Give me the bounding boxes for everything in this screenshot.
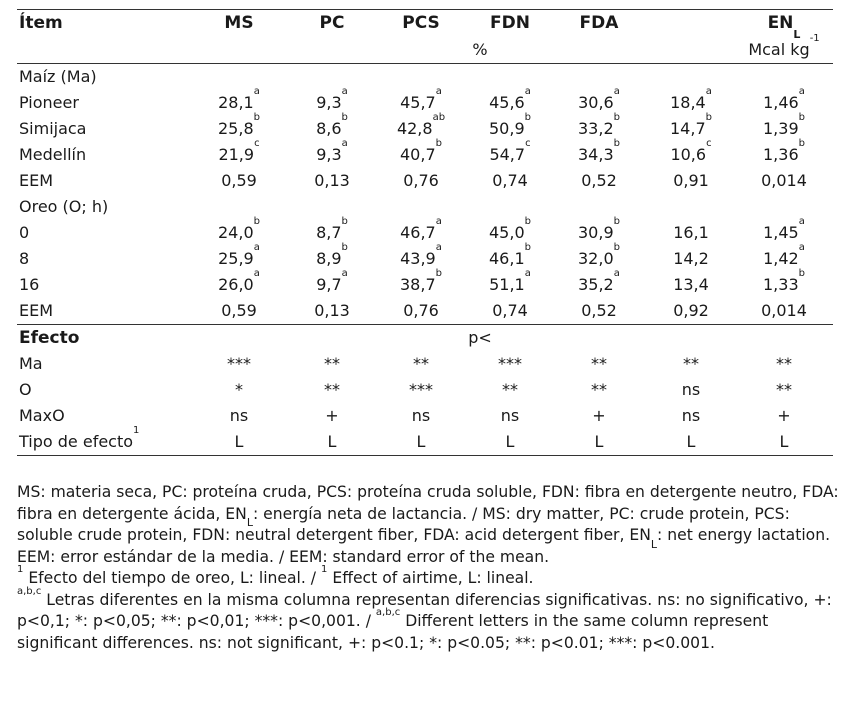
table-cell: 38,7$^b$ bbox=[400, 268, 442, 294]
significance-letter: b bbox=[341, 112, 348, 123]
significance-letter: b bbox=[341, 216, 348, 227]
table-cell: 14,7$^b$ bbox=[670, 112, 712, 138]
oreo-row bbox=[17, 298, 833, 325]
row-label: Pioneer bbox=[19, 93, 79, 112]
table-cell: ** bbox=[591, 354, 607, 373]
significance-letter: b bbox=[253, 216, 260, 227]
significance-letter: ab bbox=[432, 112, 446, 123]
significance-letter: a bbox=[435, 86, 442, 97]
significance-letter: a bbox=[613, 268, 620, 279]
table-cell: L bbox=[594, 432, 604, 451]
header-pcs: PCS bbox=[402, 13, 440, 33]
table-cell: 45,0$^b$ bbox=[489, 216, 531, 242]
significance-letter: a bbox=[341, 268, 348, 279]
significance-letter: c bbox=[254, 138, 260, 149]
note-footnote-1: $^1$ Efecto del tiempo de oreo, L: lineal. / $^1$ Effect of airtime, L: lineal. bbox=[17, 564, 534, 587]
unit-percent: % bbox=[472, 40, 488, 59]
significance-letter: a bbox=[253, 268, 260, 279]
row-label: EEM bbox=[19, 171, 54, 190]
significance-letter: b bbox=[524, 216, 531, 227]
unit-mcal: Mcal $kg^{-1}$ bbox=[748, 33, 820, 59]
table-cell: + bbox=[325, 406, 339, 425]
table-cell: 16,1 bbox=[673, 223, 709, 242]
table-cell: 0,76 bbox=[403, 301, 439, 320]
oreo-row bbox=[17, 220, 833, 246]
header-fdn: FDN bbox=[490, 13, 530, 33]
significance-letter: b bbox=[705, 112, 712, 123]
table-cell: *** bbox=[409, 380, 433, 399]
table-notes bbox=[17, 482, 839, 654]
table-cell: 0,014 bbox=[761, 171, 807, 190]
maiz-row bbox=[17, 142, 833, 168]
significance-letter: c bbox=[706, 138, 712, 149]
significance-letter: b bbox=[341, 242, 348, 253]
table-cell: 50,9$^b$ bbox=[489, 112, 531, 138]
table-cell: 25,9$^a$ bbox=[218, 242, 260, 268]
table-cell: ns bbox=[500, 406, 520, 425]
table-cell: ** bbox=[324, 354, 340, 373]
table-cell: 1,39$^b$ bbox=[763, 112, 805, 138]
header-blank bbox=[647, 10, 735, 38]
table-cell: 9,3$^a$ bbox=[316, 86, 348, 112]
note-abbreviations: MS: materia seca, PC: proteína cruda, PCS: proteína cruda soluble, FDN: fibra en detergente neutro, FDA: fibra en detergente ácida, $EN_L$: energía neta de lactancia. / MS: dry matter, PC: crude protein, PCS: soluble crude protein, FDN: neutral detergent fiber, FDA: acid detergent fiber, $EN_L$: net energy lactation. bbox=[17, 483, 839, 551]
table-cell: *** bbox=[498, 354, 522, 373]
table-cell: L bbox=[779, 432, 789, 451]
table-cell: + bbox=[777, 406, 791, 425]
row-label: EEM bbox=[19, 301, 54, 320]
table-cell: ns bbox=[681, 406, 701, 425]
row-label: Simijaca bbox=[19, 119, 87, 138]
table-cell: 14,2 bbox=[673, 249, 709, 268]
table-cell: 26,0$^a$ bbox=[218, 268, 260, 294]
note-eem: EEM: error estándar de la media. / EEM: standard error of the mean. bbox=[17, 547, 550, 566]
table-cell: 8,7$^b$ bbox=[316, 216, 348, 242]
effect-row bbox=[17, 351, 833, 377]
row-label: Tipo de efecto$^1$ bbox=[19, 425, 140, 451]
units-row bbox=[17, 37, 833, 64]
table-cell: 0,91 bbox=[673, 171, 709, 190]
row-label: 8 bbox=[19, 249, 30, 268]
significance-letter: a bbox=[435, 216, 442, 227]
table-cell: 8,6$^b$ bbox=[316, 112, 348, 138]
significance-letter: a bbox=[798, 242, 805, 253]
header-fda: FDA bbox=[579, 13, 619, 33]
note-footnote-letters: $^{a,b,c}$ Letras diferentes en la misma columna representan diferencias significativas. ns: no significativo, +: p<0,1; *: p<0,05; **: p<0,01; ***: p<0,001. / $^{a,b,c}$ Different letters in the same column represent significant differences. ns: not significant, +: p<0.1; *: p<0.05; **: p<0.01; ***: p<0.001. bbox=[17, 585, 832, 652]
significance-letter: a bbox=[613, 86, 620, 97]
significance-letter: a bbox=[705, 86, 712, 97]
significance-letter: a bbox=[524, 268, 531, 279]
table-cell: ns bbox=[229, 406, 249, 425]
maiz-row bbox=[17, 168, 833, 194]
table-cell: ** bbox=[324, 380, 340, 399]
header-en: $EN_L$ bbox=[767, 13, 801, 41]
table-cell: 0,74 bbox=[492, 171, 528, 190]
table-cell: 30,9$^b$ bbox=[578, 216, 620, 242]
effect-title: Efecto bbox=[19, 328, 80, 348]
significance-letter: b bbox=[613, 216, 620, 227]
table-cell: 25,8$^b$ bbox=[218, 112, 260, 138]
significance-letter: b bbox=[524, 112, 531, 123]
significance-letter: a bbox=[253, 242, 260, 253]
significance-letter: a bbox=[341, 138, 348, 149]
table-cell: 0,13 bbox=[314, 171, 350, 190]
table-cell: 0,52 bbox=[581, 171, 617, 190]
table-cell: 35,2$^a$ bbox=[578, 268, 620, 294]
table-cell: ** bbox=[502, 380, 518, 399]
table-cell: L bbox=[327, 432, 337, 451]
header-ms: MS bbox=[224, 13, 254, 33]
table-cell: 51,1$^a$ bbox=[489, 268, 531, 294]
significance-letter: a bbox=[798, 216, 805, 227]
significance-letter: b bbox=[798, 112, 805, 123]
table-cell: 46,7$^a$ bbox=[400, 216, 442, 242]
table-cell: 0,92 bbox=[673, 301, 709, 320]
table-cell: 1,46$^a$ bbox=[763, 86, 805, 112]
significance-letter: b bbox=[613, 112, 620, 123]
table-cell: 32,0$^b$ bbox=[578, 242, 620, 268]
table-cell: 9,7$^a$ bbox=[316, 268, 348, 294]
table-cell: ** bbox=[776, 354, 792, 373]
significance-letter: b bbox=[798, 138, 805, 149]
table-cell: 34,3$^b$ bbox=[578, 138, 620, 164]
table-cell: 40,7$^b$ bbox=[400, 138, 442, 164]
significance-letter: b bbox=[524, 242, 531, 253]
table-cell: ** bbox=[776, 380, 792, 399]
table-cell: 1,36$^b$ bbox=[763, 138, 805, 164]
table-cell: 0,014 bbox=[761, 301, 807, 320]
row-label: Ma bbox=[19, 354, 43, 373]
header-row bbox=[17, 10, 833, 38]
table-cell: 13,4 bbox=[673, 275, 709, 294]
table-cell: L bbox=[416, 432, 426, 451]
effect-header-row bbox=[17, 325, 833, 352]
header-pc: PC bbox=[319, 13, 345, 33]
table-cell: 1,42$^a$ bbox=[763, 242, 805, 268]
table-cell: 0,52 bbox=[581, 301, 617, 320]
table-cell: 1,45$^a$ bbox=[763, 216, 805, 242]
table-cell: * bbox=[235, 380, 243, 399]
table-cell: 10,6$^c$ bbox=[670, 138, 712, 164]
row-label: 16 bbox=[19, 275, 40, 294]
table-cell: 43,9$^a$ bbox=[400, 242, 442, 268]
table-cell: 24,0$^b$ bbox=[218, 216, 260, 242]
row-label: 0 bbox=[19, 223, 30, 242]
table-cell: 18,4$^a$ bbox=[670, 86, 712, 112]
section-label: Oreo (O; h) bbox=[19, 197, 109, 216]
header-item: Ítem bbox=[19, 13, 63, 33]
table-cell: 30,6$^a$ bbox=[578, 86, 620, 112]
significance-letter: a bbox=[524, 86, 531, 97]
table-cell: 0,13 bbox=[314, 301, 350, 320]
table-cell: ** bbox=[591, 380, 607, 399]
table-cell: + bbox=[592, 406, 606, 425]
significance-letter: a bbox=[798, 86, 805, 97]
table-cell: 0,76 bbox=[403, 171, 439, 190]
row-label: O bbox=[19, 380, 32, 399]
section-oreo bbox=[17, 194, 833, 220]
table-cell: 46,1$^b$ bbox=[489, 242, 531, 268]
effect-row bbox=[17, 403, 833, 429]
table-cell: 0,74 bbox=[492, 301, 528, 320]
significance-letter: b bbox=[613, 242, 620, 253]
table-cell: 33,2$^b$ bbox=[578, 112, 620, 138]
table-cell: 45,7$^a$ bbox=[400, 86, 442, 112]
oreo-row bbox=[17, 272, 833, 298]
significance-letter: b bbox=[435, 138, 442, 149]
table-cell: 42,8$^{ab}$ bbox=[396, 112, 446, 138]
table-cell: ns bbox=[681, 380, 701, 399]
table-cell: L bbox=[505, 432, 515, 451]
effect-row bbox=[17, 429, 833, 456]
oreo-row bbox=[17, 246, 833, 272]
data-table bbox=[17, 9, 833, 456]
table-cell: ** bbox=[683, 354, 699, 373]
row-label: Medellín bbox=[19, 145, 87, 164]
table-cell: 0,59 bbox=[221, 171, 257, 190]
section-label: Maíz (Ma) bbox=[19, 67, 97, 86]
significance-letter: b bbox=[253, 112, 260, 123]
row-label: MaxO bbox=[19, 406, 65, 425]
table-cell: 45,6$^a$ bbox=[489, 86, 531, 112]
significance-letter: b bbox=[613, 138, 620, 149]
table-cell: 54,7$^c$ bbox=[489, 138, 531, 164]
table-cell: L bbox=[234, 432, 244, 451]
significance-letter: a bbox=[253, 86, 260, 97]
effect-row bbox=[17, 377, 833, 403]
table-cell: 1,33$^b$ bbox=[763, 268, 805, 294]
table-cell: 0,59 bbox=[221, 301, 257, 320]
table-cell: 9,3$^a$ bbox=[316, 138, 348, 164]
table-cell: 21,9$^c$ bbox=[218, 138, 260, 164]
significance-letter: a bbox=[435, 242, 442, 253]
significance-letter: b bbox=[798, 268, 805, 279]
table-cell: ns bbox=[411, 406, 431, 425]
significance-letter: a bbox=[341, 86, 348, 97]
table-cell: L bbox=[686, 432, 696, 451]
table-cell: *** bbox=[227, 354, 251, 373]
table-cell: 8,9$^b$ bbox=[316, 242, 348, 268]
significance-letter: b bbox=[435, 268, 442, 279]
significance-letter: c bbox=[525, 138, 531, 149]
p-label: p< bbox=[468, 328, 492, 347]
table-cell: 28,1$^a$ bbox=[218, 86, 260, 112]
table-cell: ** bbox=[413, 354, 429, 373]
